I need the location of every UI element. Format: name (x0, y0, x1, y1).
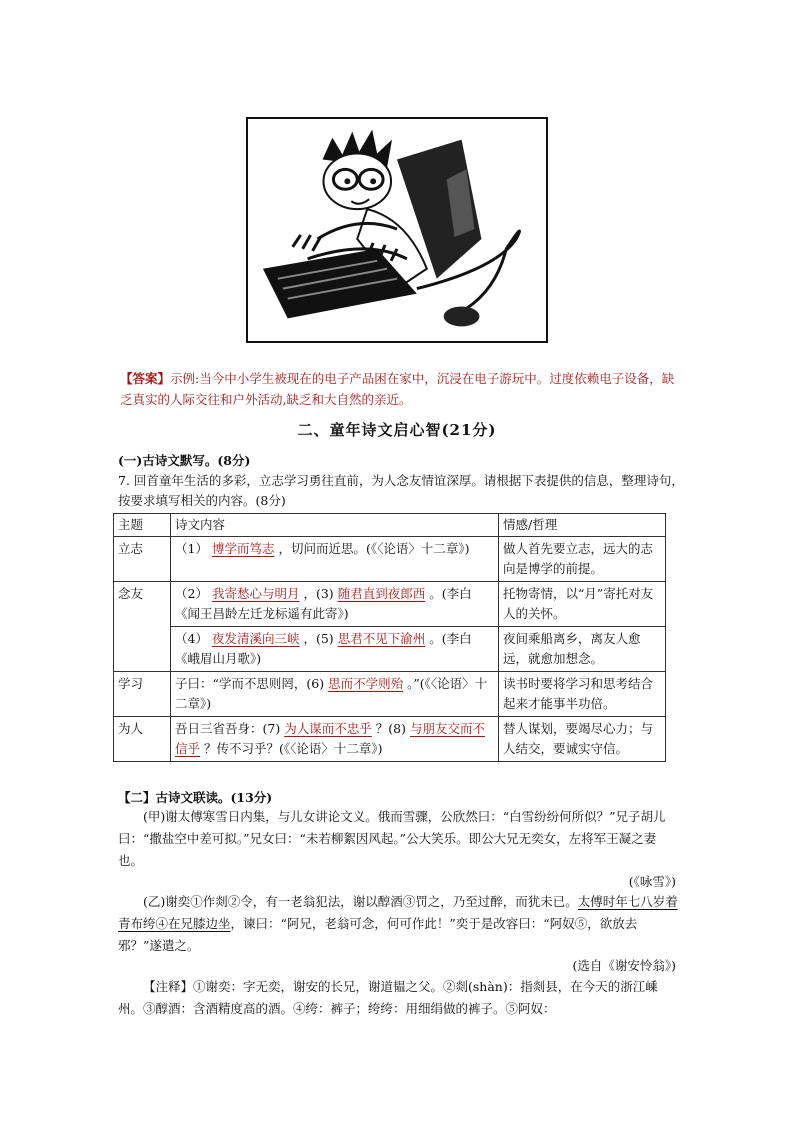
theme-cell: 念友 (114, 582, 171, 672)
text: 。”(《〈论语〉十二章》) (175, 676, 488, 711)
source-2: (选自《谢安怜翁》) (572, 958, 676, 973)
answer-6: 思而不学则殆 (328, 676, 404, 691)
content-cell (171, 537, 499, 582)
section-title: 二、童年诗文启心智(21分) (297, 421, 497, 439)
answer-2: 我寄愁心与明月 (211, 586, 300, 601)
text: 。(李白《闻王昌龄左迁龙标遥有此寄》) (175, 586, 472, 621)
table-row-nian-1 (114, 582, 666, 627)
text: ？传不习乎？(《〈论语〉十二章》) (204, 741, 383, 756)
annotation-notes: 【注释】①谢奕：字无奕，谢安的长兄，谢道韫之父。②剡(shàn)：指剡县，在今天的浙江嵊州。③醇酒：含酒精度高的酒。④绔：裤子；绔绔：用细绢做的裤子。⑤阿奴： (118, 979, 658, 1016)
answer-7: 为人谋而不忠乎 (284, 721, 372, 736)
text: ，切问而近思。(《〈论语〉十二章》) (278, 541, 470, 556)
text: 子曰：“学而不思则罔，(6) (175, 676, 325, 691)
feeling-cell: 做人首先要立志，远大的志向是博学的前提。 (499, 537, 666, 582)
text: （1） (175, 541, 208, 556)
passage-jia: (甲)谢太傅寒雪日内集，与儿女讲论文义。俄而雪骤，公欣然曰：“白雪纷纷何所似？”兄子胡儿曰：“撒盐空中差可拟。”兄女曰：“未若柳絮因风起。”公大笑乐。即公大兄无奕女，左将军王凝之妻也。 (118, 809, 666, 868)
cartoon-illustration (246, 117, 548, 343)
feeling-cell: 夜间乘船离乡，离友人愈远，就愈加想念。 (499, 627, 666, 672)
poem-table (113, 513, 666, 762)
text: （2） (175, 586, 208, 601)
header-feeling: 情感/哲理 (499, 514, 666, 537)
answer-tag: 【答案】 (120, 371, 171, 386)
text: 吾日三省吾身：(7) (175, 721, 281, 736)
passage-yi (118, 891, 680, 957)
table-header-row (114, 514, 666, 537)
text: ？(8) (375, 721, 406, 736)
answer-5: 思君不见下渝州 (337, 631, 426, 646)
header-content: 诗文内容 (171, 514, 499, 537)
answer-8: 与朋友交而不信乎 (175, 721, 485, 756)
content-cell (171, 717, 499, 762)
answer-1: 博学而笃志 (211, 541, 275, 556)
content-cell (171, 672, 499, 717)
part1-title: (一)古诗文默写。(8分) (118, 453, 251, 468)
passage-yi-part2: ，谏曰：“阿兄，老翁可念，何可作此！”奕于是改容曰：“阿奴⑤，欲放去邪？”遂遣之。 (118, 916, 638, 953)
table-row-nian-2 (114, 627, 666, 672)
text: （4） (175, 631, 208, 646)
text: 。(李白《峨眉山月歌》) (175, 631, 472, 666)
passage-yi-part1: (乙)谢奕①作剡②令，有一老翁犯法，谢以醇酒③罚之，乃至过醉，而犹未已。 (143, 894, 578, 909)
content-cell (171, 627, 499, 672)
text: ，(5) (303, 631, 334, 646)
content-cell (171, 582, 499, 627)
answer-text: 示例:当今中小学生被现在的电子产品困在家中，沉浸在电子游玩中。过度依赖电子设备，缺乏真实的人际交往和户外活动,缺乏和大自然的亲近。 (120, 371, 675, 407)
table-row-wei (114, 717, 666, 762)
table-row-xue (114, 672, 666, 717)
theme-cell: 为人 (114, 717, 171, 762)
answer-paragraph (120, 368, 685, 410)
question-7: 7. 回首童年生活的多彩，立志学习勇往直前，为人念友情谊深厚。请根据下表提供的信息，整理诗句，按要求填写相关的内容。(8分) (118, 473, 684, 508)
source-1: (《咏雪》) (628, 874, 676, 889)
theme-cell: 学习 (114, 672, 171, 717)
theme-cell: 立志 (114, 537, 171, 582)
feeling-cell: 托物寄情，以“月”寄托对友人的关怀。 (499, 582, 666, 627)
header-theme: 主题 (114, 514, 171, 537)
part2-title: 【二】古诗文联读。(13分) (118, 790, 273, 805)
feeling-cell: 读书时要将学习和思考结合起来才能事半功倍。 (499, 672, 666, 717)
answer-3: 随君直到夜郎西 (337, 586, 426, 601)
text: ，(3) (303, 586, 334, 601)
table-row-zhi (114, 537, 666, 582)
feeling-cell: 替人谋划，要竭尽心力；与人结交，要诚实守信。 (499, 717, 666, 762)
boy-at-computer-image (248, 119, 546, 341)
passage-yi-underlined: 太傅时年七八岁着青布绔④在兄膝边坐 (118, 894, 678, 931)
answer-4: 夜发清溪向三峡 (211, 631, 300, 646)
